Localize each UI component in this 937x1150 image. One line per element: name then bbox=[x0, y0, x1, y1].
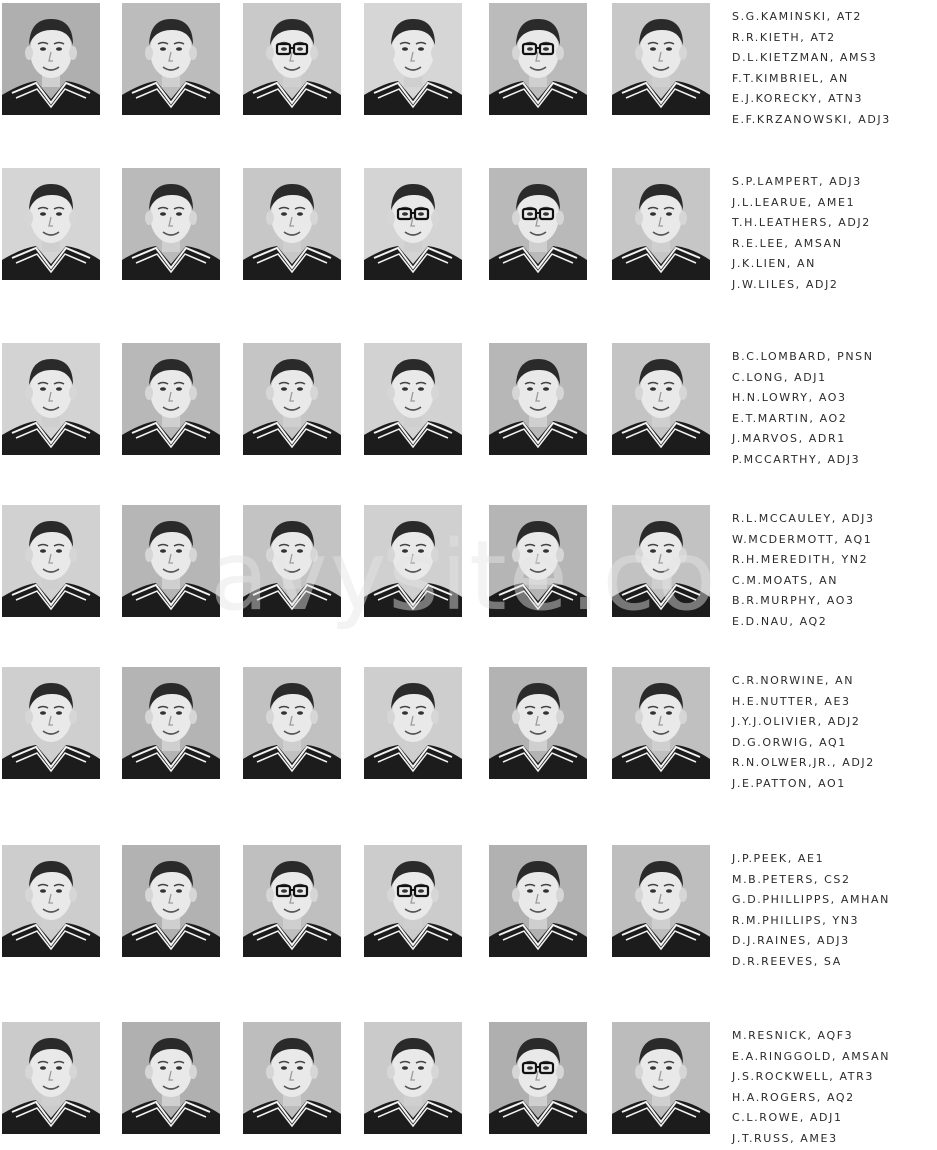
portrait-graphic bbox=[122, 1022, 220, 1134]
portrait-graphic bbox=[364, 343, 462, 455]
crew-name-rate: R.R.KIETH, AT2 bbox=[732, 30, 836, 44]
crew-name-rate: D.L.KIETZMAN, AMS3 bbox=[732, 51, 878, 65]
crew-portrait bbox=[2, 667, 100, 779]
portrait-graphic bbox=[122, 667, 220, 779]
portrait-graphic bbox=[243, 1022, 341, 1134]
portrait-graphic bbox=[489, 1022, 587, 1134]
roster-row bbox=[0, 168, 937, 291]
crew-portrait bbox=[612, 3, 710, 115]
crew-name-rate: B.C.LOMBARD, PNSN bbox=[732, 350, 874, 363]
portrait-graphic bbox=[489, 343, 587, 455]
crew-name-rate: E.F.KRZANOWSKI, ADJ3 bbox=[732, 112, 891, 126]
crew-portrait bbox=[122, 343, 220, 455]
portrait-graphic bbox=[243, 667, 341, 779]
crew-name-rate: B.R.MURPHY, AO3 bbox=[732, 594, 855, 608]
roster-row bbox=[0, 667, 937, 790]
crew-portrait bbox=[364, 343, 462, 455]
portrait-graphic bbox=[2, 845, 100, 957]
crew-portrait bbox=[243, 667, 341, 779]
crew-portrait bbox=[489, 667, 587, 779]
crew-portrait bbox=[243, 3, 341, 115]
portrait-graphic bbox=[612, 505, 710, 617]
portrait-graphic bbox=[243, 505, 341, 617]
crew-portrait bbox=[489, 3, 587, 115]
crew-name-rate: P.MCCARTHY, ADJ3 bbox=[732, 452, 861, 466]
crew-portrait bbox=[364, 505, 462, 617]
crew-name-rate: H.E.NUTTER, AE3 bbox=[732, 694, 851, 708]
portrait-graphic bbox=[122, 343, 220, 455]
portrait-graphic bbox=[122, 505, 220, 617]
crew-portrait bbox=[243, 168, 341, 280]
portrait-graphic bbox=[612, 1022, 710, 1134]
portrait-graphic bbox=[364, 1022, 462, 1134]
crew-name-rate: J.T.RUSS, AME3 bbox=[732, 1131, 838, 1145]
crew-portrait bbox=[612, 667, 710, 779]
crew-name-rate: J.E.PATTON, AO1 bbox=[732, 776, 846, 790]
crew-name-rate: E.A.RINGGOLD, AMSAN bbox=[732, 1049, 891, 1063]
portrait-graphic bbox=[612, 3, 710, 115]
portrait-graphic bbox=[2, 667, 100, 779]
crew-name-rate: M.RESNICK, AQF3 bbox=[732, 1029, 854, 1042]
crew-portrait bbox=[612, 343, 710, 455]
crew-name-rate: T.H.LEATHERS, ADJ2 bbox=[732, 216, 871, 230]
crew-name-rate: C.R.NORWINE, AN bbox=[732, 674, 855, 687]
crew-portrait bbox=[2, 168, 100, 280]
portrait-graphic bbox=[364, 505, 462, 617]
portrait-graphic bbox=[2, 343, 100, 455]
roster-row bbox=[0, 505, 937, 628]
portrait-graphic bbox=[122, 845, 220, 957]
crew-portrait bbox=[489, 168, 587, 280]
portrait-graphic bbox=[364, 168, 462, 280]
portrait-graphic bbox=[489, 3, 587, 115]
crew-name-rate: S.P.LAMPERT, ADJ3 bbox=[732, 175, 862, 188]
crew-name-rate: J.P.PEEK, AE1 bbox=[732, 852, 825, 865]
crew-portrait bbox=[2, 505, 100, 617]
crew-name-rate: E.D.NAU, AQ2 bbox=[732, 614, 828, 628]
name-list bbox=[732, 7, 932, 131]
portrait-graphic bbox=[2, 1022, 100, 1134]
crew-name-rate: W.MCDERMOTT, AQ1 bbox=[732, 532, 873, 546]
crew-name-rate: C.L.ROWE, ADJ1 bbox=[732, 1111, 843, 1125]
portrait-graphic bbox=[364, 845, 462, 957]
crew-portrait bbox=[243, 845, 341, 957]
crew-portrait bbox=[489, 1022, 587, 1134]
crew-name-rate: R.H.MEREDITH, YN2 bbox=[732, 553, 869, 567]
roster-row bbox=[0, 343, 937, 466]
crew-portrait bbox=[612, 1022, 710, 1134]
roster-row bbox=[0, 845, 937, 968]
crew-name-rate: J.K.LIEN, AN bbox=[732, 257, 816, 271]
portrait-graphic bbox=[122, 168, 220, 280]
roster-row bbox=[0, 3, 937, 126]
portrait-graphic bbox=[364, 3, 462, 115]
crew-name-rate: J.Y.J.OLIVIER, ADJ2 bbox=[732, 715, 861, 729]
crew-portrait bbox=[243, 505, 341, 617]
portrait-graphic bbox=[489, 667, 587, 779]
crew-name-rate: D.J.RAINES, ADJ3 bbox=[732, 934, 850, 948]
crew-portrait bbox=[364, 168, 462, 280]
crew-name-rate: G.D.PHILLIPPS, AMHAN bbox=[732, 893, 890, 907]
crew-portrait bbox=[364, 3, 462, 115]
crew-portrait bbox=[243, 1022, 341, 1134]
portrait-graphic bbox=[2, 168, 100, 280]
crew-name-rate: D.R.REEVES, SA bbox=[732, 954, 842, 968]
crew-name-rate: F.T.KIMBRIEL, AN bbox=[732, 71, 849, 85]
crew-portrait bbox=[2, 343, 100, 455]
crew-portrait bbox=[122, 168, 220, 280]
portrait-graphic bbox=[612, 845, 710, 957]
crew-name-rate: E.J.KORECKY, ATN3 bbox=[732, 92, 864, 106]
crew-name-rate: D.G.ORWIG, AQ1 bbox=[732, 735, 847, 749]
crew-portrait bbox=[489, 343, 587, 455]
crew-name-rate: E.T.MARTIN, AO2 bbox=[732, 411, 848, 425]
crew-portrait bbox=[122, 505, 220, 617]
crew-name-rate: M.B.PETERS, CS2 bbox=[732, 872, 851, 886]
crew-portrait bbox=[122, 3, 220, 115]
crew-portrait bbox=[489, 505, 587, 617]
crew-name-rate: H.A.ROGERS, AQ2 bbox=[732, 1090, 855, 1104]
crew-portrait bbox=[612, 505, 710, 617]
name-list bbox=[732, 509, 932, 633]
watermark-text: avysite.co bbox=[210, 520, 718, 632]
crew-portrait bbox=[364, 1022, 462, 1134]
portrait-graphic bbox=[243, 3, 341, 115]
name-list bbox=[732, 849, 932, 973]
name-list bbox=[732, 671, 932, 795]
portrait-graphic bbox=[243, 845, 341, 957]
name-list bbox=[732, 347, 932, 471]
portrait-graphic bbox=[489, 168, 587, 280]
crew-portrait bbox=[122, 1022, 220, 1134]
crew-portrait bbox=[2, 845, 100, 957]
crew-portrait bbox=[612, 845, 710, 957]
name-list bbox=[732, 172, 932, 296]
crew-name-rate: J.W.LILES, ADJ2 bbox=[732, 277, 839, 291]
crew-name-rate: C.LONG, ADJ1 bbox=[732, 370, 827, 384]
crew-portrait bbox=[612, 168, 710, 280]
portrait-graphic bbox=[612, 667, 710, 779]
portrait-graphic bbox=[489, 505, 587, 617]
portrait-graphic bbox=[612, 168, 710, 280]
crew-name-rate: R.E.LEE, AMSAN bbox=[732, 236, 843, 250]
crew-name-rate: H.N.LOWRY, AO3 bbox=[732, 391, 847, 405]
roster-row bbox=[0, 1022, 937, 1145]
crew-name-rate: J.MARVOS, ADR1 bbox=[732, 432, 846, 446]
name-list bbox=[732, 1026, 932, 1150]
crew-name-rate: J.S.ROCKWELL, ATR3 bbox=[732, 1070, 874, 1084]
crew-name-rate: S.G.KAMINSKI, AT2 bbox=[732, 10, 863, 23]
portrait-graphic bbox=[2, 3, 100, 115]
crew-name-rate: R.L.MCCAULEY, ADJ3 bbox=[732, 512, 875, 525]
crew-name-rate: R.M.PHILLIPS, YN3 bbox=[732, 913, 860, 927]
portrait-graphic bbox=[2, 505, 100, 617]
crew-portrait bbox=[243, 343, 341, 455]
crew-portrait bbox=[122, 667, 220, 779]
crew-portrait bbox=[2, 1022, 100, 1134]
portrait-graphic bbox=[364, 667, 462, 779]
crew-portrait bbox=[489, 845, 587, 957]
crew-portrait bbox=[2, 3, 100, 115]
portrait-graphic bbox=[243, 168, 341, 280]
portrait-graphic bbox=[243, 343, 341, 455]
portrait-graphic bbox=[489, 845, 587, 957]
crew-name-rate: J.L.LEARUE, AME1 bbox=[732, 195, 856, 209]
crew-portrait bbox=[364, 845, 462, 957]
portrait-graphic bbox=[612, 343, 710, 455]
crew-name-rate: C.M.MOATS, AN bbox=[732, 573, 839, 587]
portrait-graphic bbox=[122, 3, 220, 115]
crew-name-rate: R.N.OLWER,JR., ADJ2 bbox=[732, 756, 875, 770]
crew-portrait bbox=[122, 845, 220, 957]
crew-portrait bbox=[364, 667, 462, 779]
